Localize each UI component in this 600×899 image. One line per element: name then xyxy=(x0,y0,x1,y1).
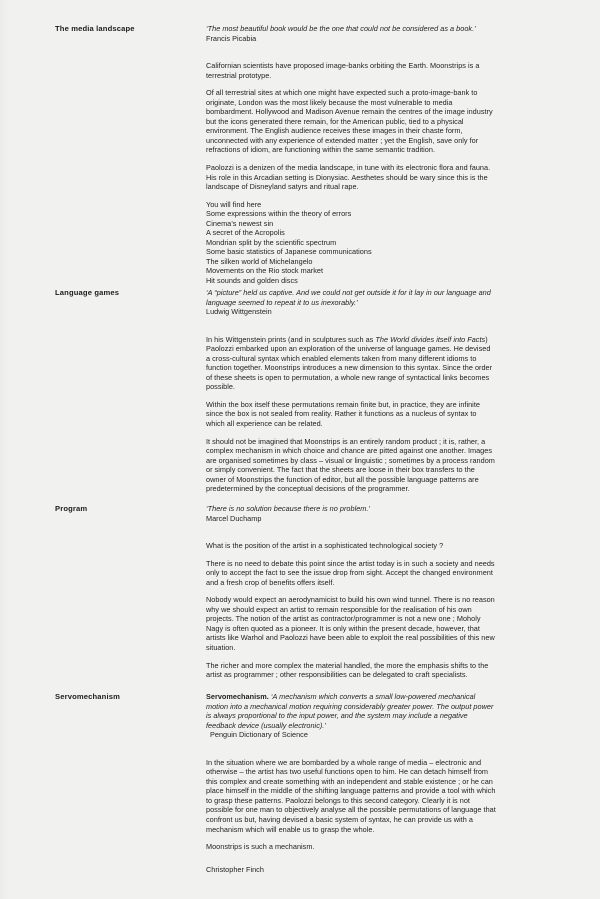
spacer xyxy=(206,43,496,61)
text-run: In his Wittgenstein prints (and in sculptures such as xyxy=(206,334,376,344)
list-item: Mondrian split by the scientific spectrum xyxy=(206,237,337,247)
section-body-media-landscape xyxy=(206,24,496,286)
author-signature: Christopher Finch xyxy=(206,864,264,874)
section-body-servomechanism xyxy=(206,692,496,874)
paragraph: Moonstrips is such a mechanism. xyxy=(206,842,315,852)
paragraph: Within the box itself these permutations remain finite but, in practice, they are infinite since the box is not sealed from reality. Rather it functions as a nucleus of syntax to which all experience can be related. xyxy=(206,399,480,429)
list-item: Some basic statistics of Japanese communications xyxy=(206,247,372,257)
spacer xyxy=(206,523,496,541)
definition-term: Servomechanism. xyxy=(206,692,269,701)
list-item: Cinema’s newest sin xyxy=(206,218,274,228)
paragraph: Californian scientists have proposed image-banks orbiting the Earth. Moonstrips is a terrestrial prototype. xyxy=(206,61,480,80)
epigraph-quote: ‘A “picture” held us captive. And we could not get outside it for it lay in our language and language seemed to repeat it to us inexorably.’ xyxy=(206,288,491,307)
list-item: The silken world of Michelangelo xyxy=(206,256,313,266)
work-title: The World divides itself into Facts xyxy=(375,334,486,344)
epigraph-attribution: Francis Picabia xyxy=(206,33,257,43)
definition-quote xyxy=(206,692,496,730)
paragraph: There is no need to debate this point since the artist today is in such a society and needs only to accept the fact to see the issue drop from sight. Accept the changed environment and a fresh crop of benefits offers itself. xyxy=(206,558,495,587)
section-label-program: Program xyxy=(55,504,88,513)
contents-list xyxy=(206,200,496,286)
section-body-language-games xyxy=(206,288,496,494)
paragraph: Nobody would expect an aerodynamicist to build his own wind tunnel. There is no reason why we should expect an artist to remain responsible for the realisation of his own projects. The notion of the artist as contractor/programmer is not a new one ; Moholy Nagy is often quoted as a pioneer. It is only within the present decade, however, that artists like Warhol and Paolozzi have been able to exploit the real possibilities of this new situation. xyxy=(206,595,495,653)
epigraph-attribution: Marcel Duchamp xyxy=(206,513,262,523)
definition-text: ‘A mechanism which converts a small low-powered mechanical motion into a mechanical motion requiring considerably greater power. The output power is always proportional to the input power, and the system may include a negative feedback device (usually electronic).’ xyxy=(206,692,494,730)
text-run: ) Paolozzi embarked upon an exploration of the universe of language games. He devised a cross-cultural syntax which enabled elements taken from many different idioms to function together. Moonstrips introduces a new dimension to this syntax. Since the order of these sheets is open to permutation, a whole new range of syntactical links becomes possible. xyxy=(206,334,493,392)
paragraph: In the situation where we are bombarded by a whole range of media – electronic and otherwise – the artist has two useful functions open to him. He can detach himself from this complex and create something with an independent and stable existence ; or he can place himself in the middle of the shifting language patterns and provide a tool with which to grasp these patterns. Paolozzi belongs to this second category. Clearly it is not possible for one man to objectively analyse all the possible permutations of language that confront us but, having devised a basic system of syntax, he can provide us with a mechanism which will enable us to grasp the whole. xyxy=(206,757,496,834)
paragraph: The richer and more complex the material handled, the more the emphasis shifts to the artist as programmer ; other responsibilities can be delegated to craft specialists. xyxy=(206,660,489,680)
epigraph-attribution: Ludwig Wittgenstein xyxy=(206,307,272,317)
section-label-language-games: Language games xyxy=(55,288,120,297)
spacer xyxy=(206,740,496,758)
paragraph: Paolozzi is a denizen of the media landscape, in tune with its electronic flora and fauna. His role in this Arcadian setting is Dionysiac. Aesthetes should be wary since this is the landscape of Disneyland satyrs and ritual rape. xyxy=(206,163,491,192)
epigraph-quote: ‘There is no solution because there is no problem.’ xyxy=(206,504,371,513)
section-body-program xyxy=(206,504,496,680)
section-label-servomechanism: Servomechanism xyxy=(55,692,120,701)
list-item: Hit sounds and golden discs xyxy=(206,276,298,286)
paragraph-rich xyxy=(206,335,496,392)
list-item: A secret of the Acropolis xyxy=(206,228,285,238)
list-item: Movements on the Rio stock market xyxy=(206,266,324,276)
paragraph: It should not be imagined that Moonstrips is an entirely random product ; it is, rather, a complex mechanism in which choice and chance are pitted against one another. Images are organised sometimes by class – visual or linguistic ; sometimes by a process random or simply convenient. The fact that the sheets are loose in their box transfers to the owner of Moonstrips the function of editor, but all the possible language patterns are predetermined by the conceptual decisions of the programmer. xyxy=(206,436,495,494)
section-label-media-landscape: The media landscape xyxy=(55,24,135,33)
list-item: You will find here xyxy=(206,199,262,209)
spacer xyxy=(206,317,496,335)
paragraph: What is the position of the artist in a sophisticated technological society ? xyxy=(206,541,444,551)
list-item: Some expressions within the theory of errors xyxy=(206,209,352,219)
definition-source: Penguin Dictionary of Science xyxy=(210,730,308,740)
epigraph-quote: ‘The most beautiful book would be the one that could not be considered as a book.’ xyxy=(206,24,476,33)
paragraph: Of all terrestrial sites at which one might have expected such a proto-image-bank to originate, London was the most likely because the most vulnerable to media bombardment. Hollywood and Madison Avenue remain the centres of the image industry but the icons generated there remain, for the American public, tied to a physical environment. The English audience receives these images in their chaste form, unconnected with any experience of extended matter ; yet the English, save only for refractions of idiom, are functioning within the same semantic tradition. xyxy=(206,88,493,155)
